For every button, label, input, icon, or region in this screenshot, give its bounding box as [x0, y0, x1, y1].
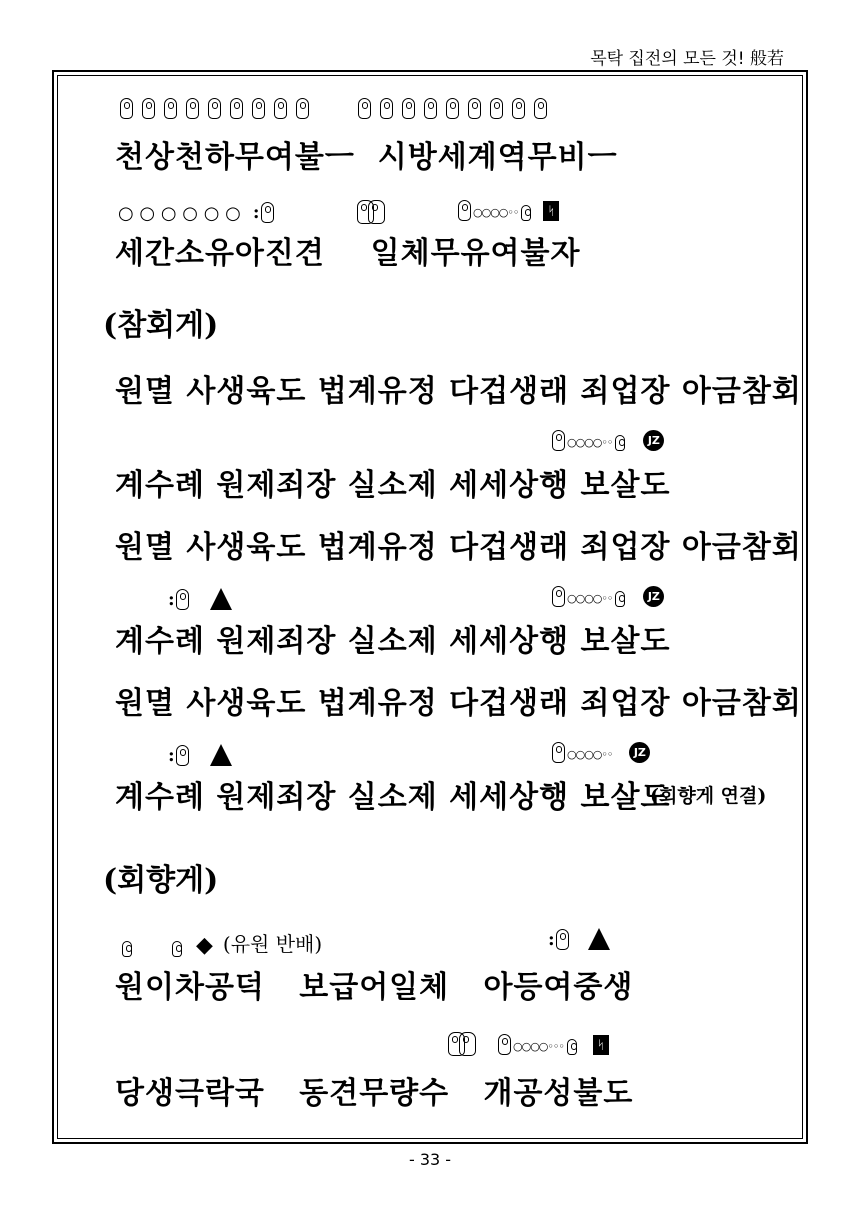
- moktak-icon: [176, 589, 189, 610]
- moktak-icon: [552, 430, 565, 451]
- moktak-icon: [552, 742, 565, 763]
- moktak-mark-group: [358, 98, 556, 119]
- moktak-icon: [380, 98, 393, 119]
- moktak-icon: [230, 98, 243, 119]
- moktak-icon: [368, 200, 385, 224]
- verse-line: 계수례 원제죄장 실소제 세세상행 보살도: [115, 780, 671, 815]
- verse-line: 세간소유아진견 일체무유여불자: [115, 236, 581, 271]
- page-number: - 33 -: [408, 1150, 452, 1169]
- verse-line: 계수례 원제죄장 실소제 세세상행 보살도: [115, 624, 671, 659]
- circle-marks: ○ ○ ○ ○ ○ ○: [118, 203, 241, 224]
- moktak-icon: [498, 1034, 511, 1055]
- verse-note: (회향게 연결): [650, 785, 767, 807]
- moktak-icon: [120, 98, 133, 119]
- moktak-mark-group: [122, 928, 322, 957]
- moktak-icon: [261, 202, 274, 223]
- verse-line: 원이차공덕 보급어일체 아등여중생: [115, 970, 634, 1005]
- moktak-icon: [458, 200, 471, 221]
- triangle-icon: [210, 744, 232, 766]
- moktak-icon: [186, 98, 199, 119]
- prostration-icon: JZ: [629, 742, 650, 763]
- moktak-icon: [358, 98, 371, 119]
- diamond-icon: ◆: [196, 933, 213, 958]
- moktak-roll-mark: ○○○○◦◦ ᛋ: [458, 200, 559, 221]
- moktak-icon: [615, 435, 625, 451]
- moktak-icon: [274, 98, 287, 119]
- prostration-icon: JZ: [643, 586, 664, 607]
- triangle-icon: [588, 928, 610, 950]
- verse-line: 당생극락국 동견무량수 개공성불도: [115, 1076, 634, 1111]
- moktak-mark-group: :: [168, 744, 232, 766]
- moktak-icon: [142, 98, 155, 119]
- instruction-note: (유원 반배): [222, 932, 323, 956]
- moktak-icon: [556, 929, 569, 950]
- moktak-icon: [424, 98, 437, 119]
- moktak-icon: [164, 98, 177, 119]
- moktak-icon: [615, 591, 625, 607]
- moktak-icon: [552, 586, 565, 607]
- verse-line: 원멸 사생육도 법계유정 다겁생래 죄업장 아금참회: [115, 530, 802, 565]
- moktak-icon: [208, 98, 221, 119]
- moktak-icon: [296, 98, 309, 119]
- moktak-icon: [172, 941, 182, 957]
- moktak-icon: [468, 98, 481, 119]
- moktak-icon: [459, 1032, 476, 1056]
- moktak-mark-group: :: [548, 928, 610, 950]
- verse-line: 원멸 사생육도 법계유정 다겁생래 죄업장 아금참회: [115, 686, 802, 721]
- moktak-icon: [446, 98, 459, 119]
- moktak-roll-mark: ○○○○◦◦ JZ: [552, 742, 650, 763]
- moktak-roll-mark: ○○○○◦◦◦ ᛋ: [498, 1034, 609, 1055]
- moktak-icon: [122, 941, 132, 957]
- moktak-mark-group: ○ ○ ○ ○ ○ ○ :: [118, 202, 283, 223]
- moktak-icon: [252, 98, 265, 119]
- moktak-icon: [176, 745, 189, 766]
- bow-icon: ᛋ: [593, 1035, 609, 1055]
- moktak-icon: [402, 98, 415, 119]
- section-heading: (회향게): [103, 863, 219, 898]
- double-moktak-mark: [357, 200, 379, 224]
- moktak-icon: [490, 98, 503, 119]
- moktak-icon: [534, 98, 547, 119]
- verse-line: 계수례 원제죄장 실소제 세세상행 보살도: [115, 468, 671, 503]
- verse-line: 천상천하무여불ㅡ 시방세계역무비ㅡ: [115, 140, 618, 175]
- moktak-mark-group: :: [168, 588, 232, 610]
- moktak-roll-mark: ○○○○◦◦ JZ: [552, 430, 664, 451]
- running-header: 목탁 집전의 모든 것! 般若: [590, 49, 784, 69]
- prostration-icon: JZ: [643, 430, 664, 451]
- triangle-icon: [210, 588, 232, 610]
- double-moktak-mark: [448, 1032, 470, 1056]
- moktak-mark-group: [120, 98, 318, 119]
- moktak-icon: [521, 205, 531, 221]
- verse-line: 원멸 사생육도 법계유정 다겁생래 죄업장 아금참회: [115, 374, 802, 409]
- moktak-icon: [512, 98, 525, 119]
- section-heading: (참회게): [103, 308, 219, 343]
- moktak-roll-mark: ○○○○◦◦ JZ: [552, 586, 664, 607]
- moktak-icon: [567, 1039, 577, 1055]
- bow-icon: ᛋ: [543, 201, 559, 221]
